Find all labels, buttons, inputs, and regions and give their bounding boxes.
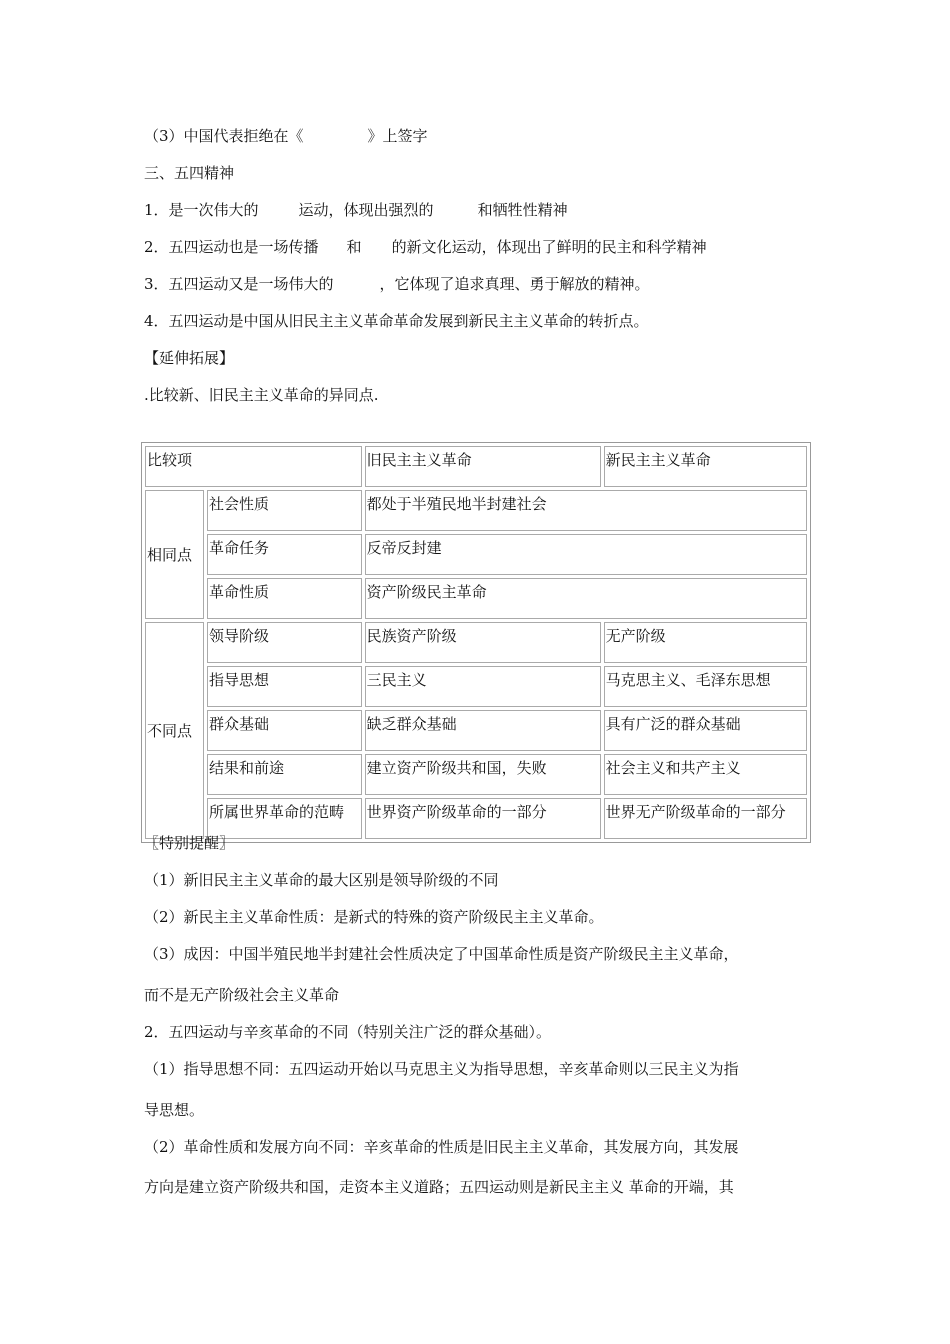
row-item: 所属世界革命的范畴 (207, 798, 362, 839)
header-old-revolution: 旧民主主义革命 (365, 446, 601, 487)
extension-heading: 【延伸拓展】 (144, 349, 235, 367)
table-row (145, 534, 807, 575)
new-value: 世界无产阶级革命的一部分 (604, 798, 807, 839)
difference-1: （1）指导思想不同：五四运动开始以马克思主义为指导思想，辛亥革命则以三民主义为指 (144, 1060, 739, 1078)
row-item: 革命性质 (207, 578, 362, 619)
table-row (145, 798, 807, 839)
row-item: 领导阶级 (207, 622, 362, 663)
table-row (145, 710, 807, 751)
new-value: 社会主义和共产主义 (604, 754, 807, 795)
table-header-row (145, 446, 807, 487)
row-value: 反帝反封建 (365, 534, 807, 575)
spirit-item-4: 4．五四运动是中国从旧民主主义革命革命发展到新民主主义革命的转折点。 (144, 312, 649, 330)
new-value: 马克思主义、毛泽东思想 (604, 666, 807, 707)
difference-heading: 2．五四运动与辛亥革命的不同（特别关注广泛的群众基础）。 (144, 1023, 552, 1041)
old-value: 三民主义 (365, 666, 601, 707)
table-row (145, 622, 807, 663)
row-value: 都处于半殖民地半封建社会 (365, 490, 807, 531)
row-item: 社会性质 (207, 490, 362, 531)
old-value: 民族资产阶级 (365, 622, 601, 663)
spirit-item-2: 2．五四运动也是一场传播 和 的新文化运动，体现出了鲜明的民主和科学精神 (144, 238, 707, 256)
diff-points-label: 不同点 (145, 622, 204, 839)
comparison-intro: .比较新、旧民主主义革命的异同点. (144, 386, 379, 404)
row-value: 资产阶级民主革命 (365, 578, 807, 619)
table-row (145, 578, 807, 619)
same-points-label: 相同点 (145, 490, 204, 619)
section-heading: 三、五四精神 (144, 164, 235, 182)
spirit-item-3: 3．五四运动又是一场伟大的 ，它体现了追求真理、勇于解放的精神。 (144, 275, 650, 293)
table-row (145, 754, 807, 795)
reminder-1: （1）新旧民主主义革命的最大区别是领导阶级的不同 (144, 871, 499, 889)
row-item: 结果和前途 (207, 754, 362, 795)
special-reminder-heading: 〖特别提醒〗 (144, 834, 235, 852)
difference-2: （2）革命性质和发展方向不同：辛亥革命的性质是旧民主主义革命，其发展方向，其发展 (144, 1138, 739, 1156)
old-value: 建立资产阶级共和国，失败 (365, 754, 601, 795)
spirit-item-1: 1．是一次伟大的 运动，体现出强烈的 和牺牲性精神 (144, 201, 568, 219)
comparison-table (141, 442, 811, 843)
question-3-line: （3）中国代表拒绝在《 》上签字 (144, 127, 428, 145)
row-item: 革命任务 (207, 534, 362, 575)
header-compare-item: 比较项 (145, 446, 362, 487)
row-item: 指导思想 (207, 666, 362, 707)
old-value: 缺乏群众基础 (365, 710, 601, 751)
reminder-3: （3）成因：中国半殖民地半封建社会性质决定了中国革命性质是资产阶级民主主义革命， (144, 945, 739, 963)
row-item: 群众基础 (207, 710, 362, 751)
difference-1-cont: 导思想。 (144, 1101, 205, 1119)
table-row (145, 666, 807, 707)
difference-2-cont: 方向是建立资产阶级共和国，走资本主义道路；五四运动则是新民主主义 革命的开端，其 (144, 1178, 734, 1196)
header-new-revolution: 新民主主义革命 (604, 446, 807, 487)
old-value: 世界资产阶级革命的一部分 (365, 798, 601, 839)
reminder-2: （2）新民主主义革命性质：是新式的特殊的资产阶级民主主义革命。 (144, 908, 604, 926)
reminder-3-cont: 而不是无产阶级社会主义革命 (144, 986, 340, 1004)
table-row (145, 490, 807, 531)
new-value: 无产阶级 (604, 622, 807, 663)
new-value: 具有广泛的群众基础 (604, 710, 807, 751)
